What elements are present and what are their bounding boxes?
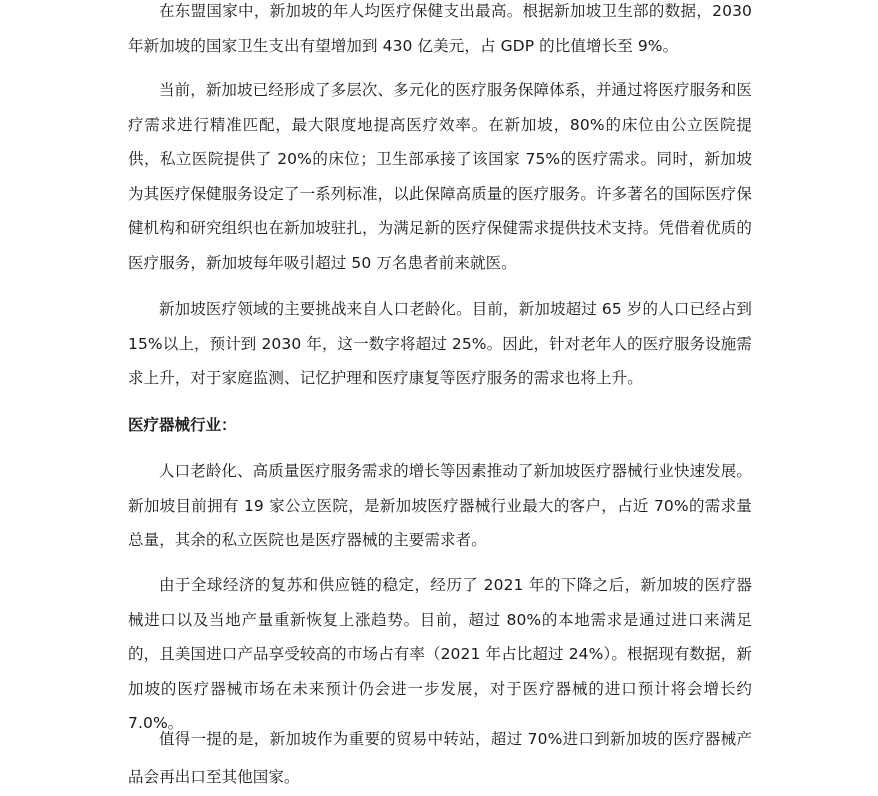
paragraph-healthcare-spending: 在东盟国家中，新加坡的年人均医疗保健支出最高。根据新加坡卫生部的数据，2030 年新加坡的国家卫生支出有望增加到 430 亿美元，占 GDP 的比值增长至 9%。	[128, 2, 752, 55]
section-heading-medical-devices: 医疗器械行业：	[128, 416, 237, 434]
paragraph-re-export: 值得一提的是，新加坡作为重要的贸易中转站，超过 70%进口到新加坡的医疗器械产品会再出口至其他国家。	[128, 730, 752, 786]
paragraph-device-demand: 人口老龄化、高质量医疗服务需求的增长等因素推动了新加坡医疗器械行业快速发展。新加坡目前拥有 19 家公立医院，是新加坡医疗器械行业最大的客户，占近 70%的需求量总量，其余的私立医院也是医疗器械的主要需求者。	[128, 462, 752, 549]
paragraph-aging-challenge: 新加坡医疗领域的主要挑战来自人口老龄化。目前，新加坡超过 65 岁的人口已经占到15%以上，预计到 2030 年，这一数字将超过 25%。因此，针对老年人的医疗服务设施需求上升，对于家庭监测、记忆护理和医疗康复等医疗服务的需求也将上升。	[128, 300, 752, 387]
paragraph-device-imports: 由于全球经济的复苏和供应链的稳定，经历了 2021 年的下降之后，新加坡的医疗器械进口以及当地产量重新恢复上涨趋势。目前，超过 80%的本地需求是通过进口来满足的，且美国进口产品享受较高的市场占有率（2021 年占比超过 24%）。根据现有数据，新加坡的医疗器械市场在未来预计仍会进一步发展，对于医疗器械的进口预计将会增长约 7.0%。	[128, 576, 752, 732]
paragraph-healthcare-system: 当前，新加坡已经形成了多层次、多元化的医疗服务保障体系，并通过将医疗服务和医疗需求进行精准匹配，最大限度地提高医疗效率。在新加坡，80%的床位由公立医院提供，私立医院提供了 20%的床位；卫生部承接了该国家 75%的医疗需求。同时，新加坡为其医疗保健服务设定了一系列标准，以此保障高质量的医疗服务。许多著名的国际医疗保健机构和研究组织也在新加坡驻扎，为满足新的医疗保健需求提供技术支持。凭借着优质的医疗服务，新加坡每年吸引超过 50 万名患者前来就医。	[128, 81, 753, 272]
